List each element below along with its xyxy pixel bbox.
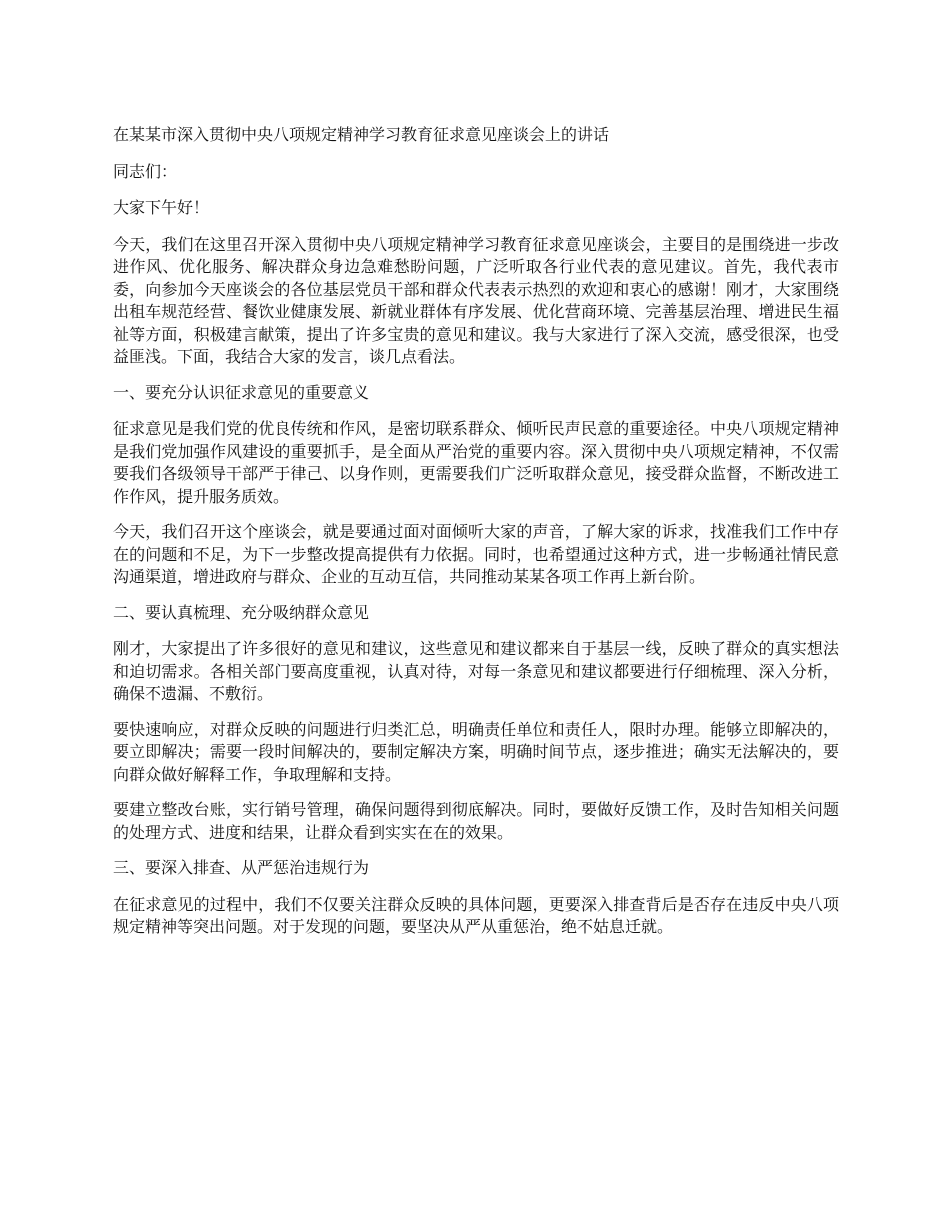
body-paragraph: 刚才，大家提出了许多很好的意见和建议，这些意见和建议都来自于基层一线，反映了群众的真实想法和迫切需求。各相关部门要高度重视，认真对待，对每一条意见和建议都要进行仔细梳理、深入分析，确保不遗漏、不敷衍。: [113, 639, 839, 703]
section-heading-2: 二、要认真梳理、充分吸纳群众意见: [113, 602, 370, 622]
salutation: 同志们：: [113, 161, 178, 181]
body-paragraph: 要建立整改台账，实行销号管理，确保问题得到彻底解决。同时，要做好反馈工作，及时告知相关问题的处理方式、进度和结果，让群众看到实实在在的效果。: [113, 800, 839, 842]
section-heading-3: 三、要深入排查、从严惩治违规行为: [113, 858, 370, 877]
greeting: 大家下午好！: [113, 198, 210, 217]
document-page: [113, 124, 839, 952]
body-paragraph: 要快速响应，对群众反映的问题进行归类汇总，明确责任单位和责任人，限时办理。能够立即解决的，要立即解决；需要一段时间解决的，要制定解决方案，明确时间节点，逐步推进；确实无法解决的，要向群众做好解释工作，争取理解和支持。: [113, 719, 839, 784]
body-paragraph: 今天，我们召开这个座谈会，就是要通过面对面倾听大家的声音，了解大家的诉求，找准我们工作中存在的问题和不足，为下一步整改提高提供有力依据。同时，也希望通过这种方式，进一步畅通社情民意沟通渠道，增进政府与群众、企业的互动互信，共同推动某某各项工作再上新台阶。: [113, 522, 839, 586]
body-paragraph: 征求意见是我们党的优良传统和作风，是密切联系群众、倾听民声民意的重要途径。中央八项规定精神是我们党加强作风建设的重要抓手，是全面从严治党的重要内容。深入贯彻中央八项规定精神，不仅需要我们各级领导干部严于律己、以身作则，更需要我们广泛听取群众意见，接受群众监督，不断改进工作作风，提升服务质效。: [113, 419, 839, 506]
body-paragraph: 在征求意见的过程中，我们不仅要关注群众反映的具体问题，更要深入排查背后是否存在违反中央八项规定精神等突出问题。对于发现的问题，要坚决从严从重惩治，绝不姑息迁就。: [113, 894, 839, 936]
section-heading-1: 一、要充分认识征求意见的重要意义: [113, 382, 370, 402]
document-title: 在某某市深入贯彻中央八项规定精神学习教育征求意见座谈会上的讲话: [113, 125, 610, 144]
intro-paragraph: 今天，我们在这里召开深入贯彻中央八项规定精神学习教育征求意见座谈会，主要目的是围绕进一步改进作风、优化服务、解决群众身边急难愁盼问题，广泛听取各行业代表的意见建议。首先，我代表市委，向参加今天座谈会的各位基层党员干部和群众代表表示热烈的欢迎和衷心的感谢！刚才，大家围绕出租车规范经营、餐饮业健康发展、新就业群体有序发展、优化营商环境、完善基层治理、增进民生福祉等方面，积极建言献策，提出了许多宝贵的意见和建议。我与大家进行了深入交流，感受很深，也受益匪浅。下面，我结合大家的发言，谈几点看法。: [113, 234, 839, 366]
